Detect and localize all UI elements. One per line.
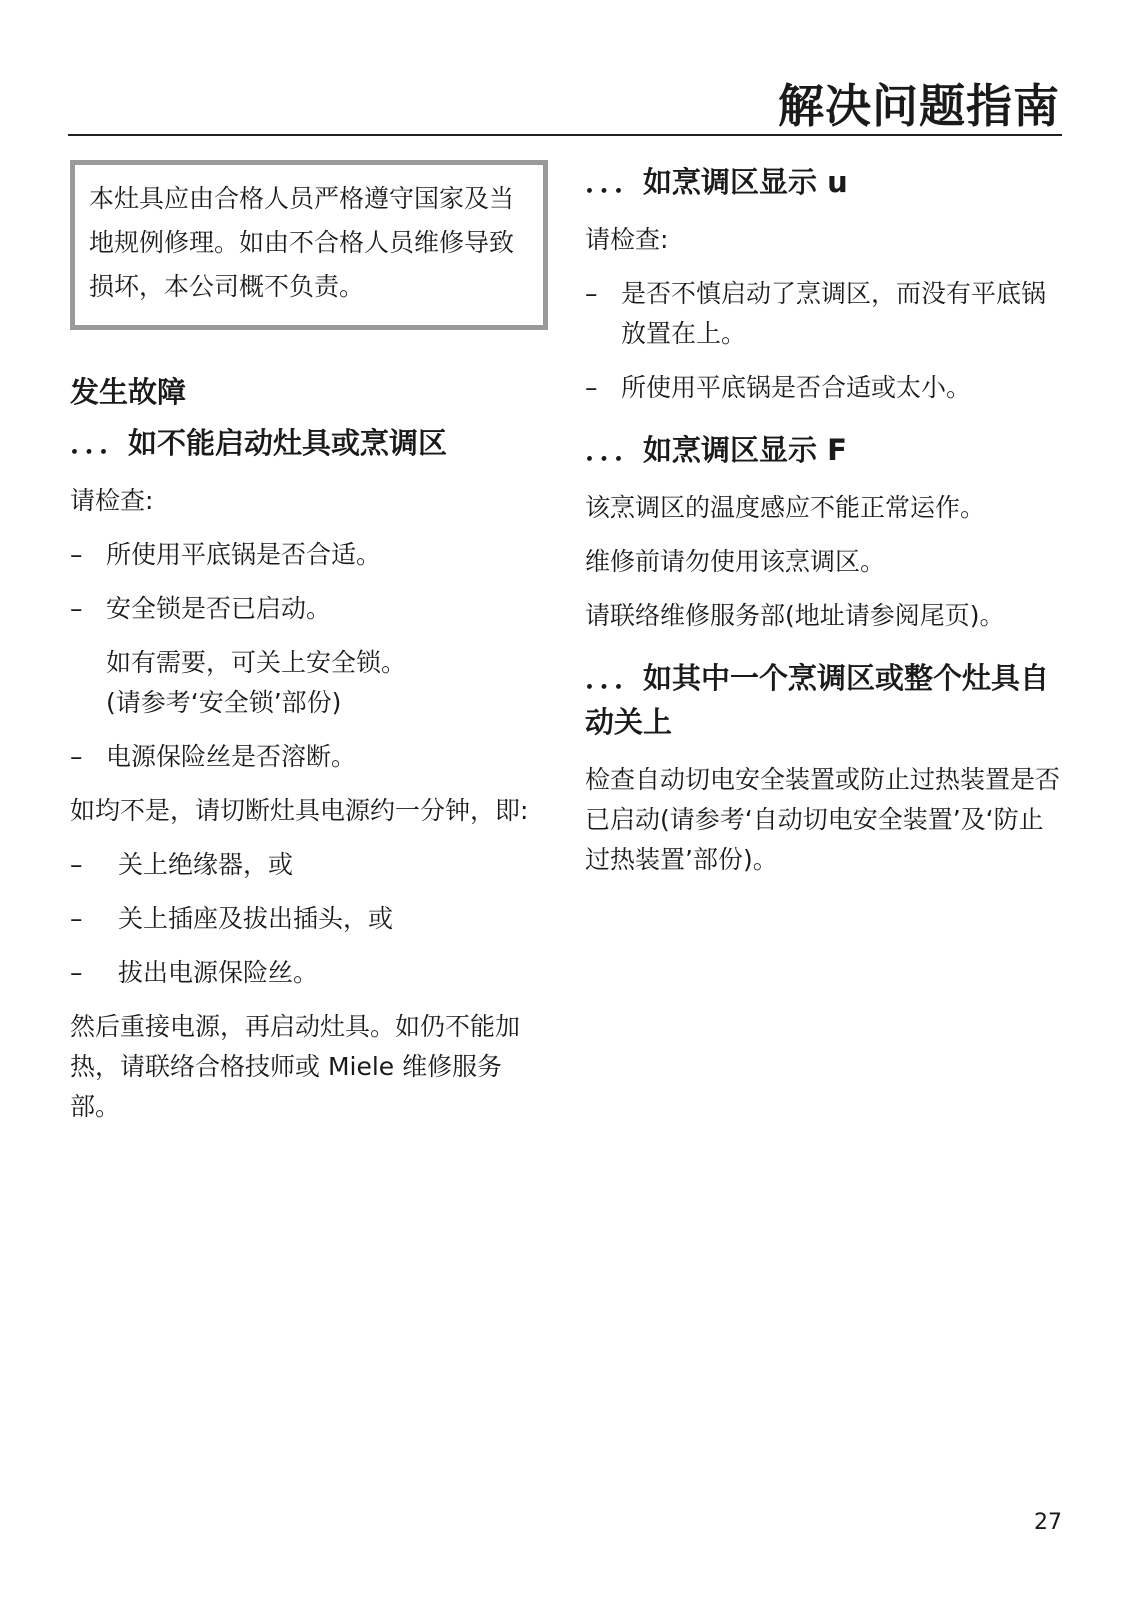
list-item: – 拔出电源保险丝。 <box>70 953 548 993</box>
list-item: – 所使用平底锅是否合适。 <box>70 535 548 575</box>
safety-lock-note: 如有需要，可关上安全锁。 (请参考‘安全锁’部份) <box>106 648 407 717</box>
reconnect-instruction: 然后重接电源，再启动灶具。如仍不能加热，请联络合格技师或 Miele 维修服务部。 <box>70 1012 521 1121</box>
dash-bullet: – <box>70 540 83 569</box>
list-item: – 关上绝缘器，或 <box>70 845 548 885</box>
right-column <box>585 160 1063 894</box>
dash-bullet: – <box>70 958 83 987</box>
check-label: 请检查: <box>585 225 669 254</box>
heading-cannot-start: ．．．如不能启动灶具或烹调区 <box>70 426 448 460</box>
list-item: – 是否不慎启动了烹调区，而没有平底锅放置在上。 <box>585 274 1063 354</box>
list-item: – 关上插座及拔出插头，或 <box>70 899 548 939</box>
left-column <box>70 160 548 1141</box>
heading-display-f: ．．．如烹调区显示 F <box>585 433 847 467</box>
disconnect-instruction: 如均不是，请切断灶具电源约一分钟，即: <box>70 796 529 825</box>
check-label: 请检查: <box>70 486 154 515</box>
dash-bullet: – <box>70 850 83 879</box>
heading-auto-shutoff: ．．．如其中一个烹调区或整个灶具自动关上 <box>585 661 1050 739</box>
title-divider <box>68 134 1062 136</box>
dash-bullet: – <box>585 373 598 402</box>
display-symbol-u: u <box>827 165 848 199</box>
auto-shutoff-text: 检查自动切电安全装置或防止过热装置是否已启动(请参考‘自动切电安全装置’及‘防止过热装置’部份)。 <box>585 765 1061 874</box>
section-title-faults: 发生故障 <box>70 375 187 409</box>
heading-display-u: ．．．如烹调区显示 u <box>585 165 848 199</box>
page-title: 解决问题指南 <box>778 79 1060 133</box>
dash-bullet: – <box>585 279 598 308</box>
safety-notice-box <box>70 160 548 330</box>
do-not-use-text: 维修前请勿使用该烹调区。 <box>585 547 886 576</box>
dash-bullet: – <box>70 742 83 771</box>
list-item: – 所使用平底锅是否合适或太小。 <box>585 368 1063 408</box>
contact-service-text: 请联络维修服务部(地址请参阅尾页)。 <box>585 601 1005 630</box>
dash-bullet: – <box>70 904 83 933</box>
page-number: 27 <box>1034 1510 1062 1535</box>
safety-notice-text: 本灶具应由合格人员严格遵守国家及当地规例修理。如由不合格人员维修导致损坏，本公司概不负责。 <box>89 184 515 301</box>
dash-bullet: – <box>70 594 83 623</box>
display-symbol-f: F <box>827 433 847 467</box>
list-item: – 电源保险丝是否溶断。 <box>70 737 548 777</box>
sensor-fault-text: 该烹调区的温度感应不能正常运作。 <box>585 493 986 522</box>
list-item: – 安全锁是否已启动。 <box>70 589 548 629</box>
